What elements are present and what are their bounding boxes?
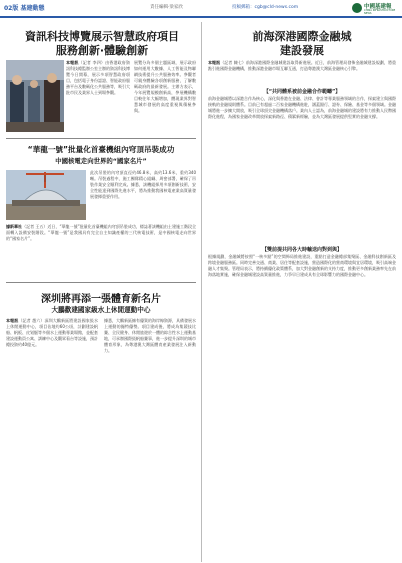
column-divider bbox=[201, 22, 202, 562]
article3-subtitle: 大鵬歡建國家級水上休閒運動中心 bbox=[51, 306, 151, 314]
page-section-label: 02版 基建動態 bbox=[4, 5, 45, 12]
article1-title-line1: 資訊科技博覽展示智慧政府項目 bbox=[25, 30, 179, 43]
article2-body-left-text: （記者 王五）近日，“華龍一號”批量化首臺機組內穹頂吊裝成功，標誌著該機組由土建施工階段全面轉入設備安裝階段。“華龍一號”是我國具有完全自主知識產權的三代核電技術，是中國核電走向世界的“國家名片”。 bbox=[6, 224, 196, 241]
article1-body-left-text: （記者 李四）由香港政府資訊科技總監辦公室主辦的資訊科技博覽今日開幕，展示多項智慧政府項目，包括電子身份認證、智能政府服務平台及數碼化公共服務等，吸引大批市民及業界人士到場參觀。 bbox=[66, 60, 130, 95]
article2-subtitle: 中國核電走向世界的“國家名片” bbox=[55, 157, 147, 165]
article3-body-right: 據悉，大鵬新區擁有優質的海岸線資源，具備發展水上運動的獨特優勢。項目建成後，將成為集競技比賽、全民健身、休閒旅遊於一體的綜合性水上運動基地，可承辦國際級帆船賽事，進一步提升深圳的城市體育形象，為粵港澳大灣區體育產業發展注入新動力。 bbox=[104, 318, 196, 353]
article2-body-left bbox=[6, 224, 196, 276]
article-separator bbox=[6, 138, 196, 139]
article3-body-left-text: （記者 趙六）深圳大鵬新區將建設國家級水上休閒運動中心，項目佔地約60公頃，計劃建設帆船、帆板、皮划艇等多個水上運動專業場館，並配套建設運動員公寓、訓練中心及觀眾看台等設施，預計總投資約40億元。 bbox=[6, 318, 98, 347]
logo-text: 中國基建報 bbox=[364, 4, 392, 10]
article2-body-right-top: 此次吊裝的內穹頂直徑約46.8米，高約13.6米，重約340噸。吊裝過程中，施工團隊精心組織、周密部署，確保了吊裝作業安全順利完成。據悉，該機組採用多項創新技術，安全性能達到國際先進水平，將為推動我國核電產業高質量發展發揮重要作用。 bbox=[90, 170, 196, 199]
article4-intro bbox=[208, 60, 396, 84]
article4-section1-heading: 【“共同體系被前金融合作範疇”】 bbox=[263, 89, 341, 95]
article2-reporter: 據新華社 bbox=[6, 224, 23, 229]
article3-body-left bbox=[6, 318, 98, 556]
article4-section2-heading: 【雙前提共同各大時輸送向對到與】 bbox=[261, 247, 342, 253]
article1-photo bbox=[6, 60, 64, 132]
submission-email: 投稿郵箱：cgb@cld-news.com bbox=[232, 5, 299, 10]
logo-emblem-icon bbox=[352, 3, 362, 13]
article4-intro-text: （記者 陳七）前海深港國際金融城建設取得新進展。近日，前海管理局發佈金融城建設規劃，將重點引進國際金融機構，推動深港金融市場互聯互通，打造粵港澳大灣區金融核心引擎。 bbox=[208, 60, 396, 71]
article4-section1-body: 前海金融城將以深港合作為核心，深化與香港在金融、法律、會計等專業服務領域的合作，探索建立與國際接軌的金融規則體系。目前已有超過二百家金融機構進駐，涵蓋銀行、證券、保險、基金等多個領域。金融城將進一步擴大開放，吸引全球頂尖金融機構落戶。業內人士認為，前海金融城的建設將有力推動人民幣國際化進程，為國家金融改革開放探索新路徑、積累新經驗，並為大灣區發展提供堅實的金融支撐。 bbox=[208, 96, 396, 119]
article1-title-line2: 服務創新·體驗創新 bbox=[55, 44, 149, 57]
editor-credit: 責任編輯·梁家欣 bbox=[150, 5, 183, 10]
article4-reporter: 本報訊 bbox=[208, 60, 221, 65]
article1-body-left bbox=[66, 60, 130, 132]
article3-reporter: 本報訊 bbox=[6, 318, 19, 323]
newspaper-logo bbox=[352, 1, 396, 15]
article2-photo bbox=[6, 170, 86, 220]
article3-title: 深圳將再添一張體育新名片 bbox=[41, 294, 161, 305]
article2-title: “華龍一號”批量化首臺機組內穹頂吊裝成功 bbox=[27, 145, 175, 154]
article4-title-line1: 前海深港國際金融城 bbox=[252, 30, 352, 43]
page-header bbox=[0, 0, 402, 18]
article-separator bbox=[6, 282, 196, 283]
article1-body-right: 展覽分為多個主題區域，展示政府如何運用大數據、人工智能及物聯網技術提升公共服務效率。參觀者可親身體驗各項創新服務，了解數碼政府的最新發展。主辦方表示，今年展覽規模創新高，參展機構數目較往年大幅增加，體現業界對智慧城市發展的高度重視與積極參與。 bbox=[134, 60, 196, 113]
logo-subtext: CHINA INFRASTRUCTURE NEWS bbox=[364, 9, 396, 15]
article4-section2-body: 根據規劃，金融城將按照“一核多點”的空間佈局推進建設，重點打造金融總部集聚區、金融科技創新區及跨境金融服務區。同時完善交通、商業、居住等配套設施，營造國際化的營商環境與宜居環境，吸引高端金融人才集聚。管理局表示，將持續優化政策體系，加大對金融創新的支持力度，推動更多創新業務率先在前海落地實施，確保金融城建設高質量推進，力爭早日建成具有全球影響力的國際金融中心。 bbox=[208, 254, 396, 277]
article1-reporter: 本報訊 bbox=[66, 60, 79, 65]
article4-title-line2: 建設發展 bbox=[280, 44, 324, 57]
